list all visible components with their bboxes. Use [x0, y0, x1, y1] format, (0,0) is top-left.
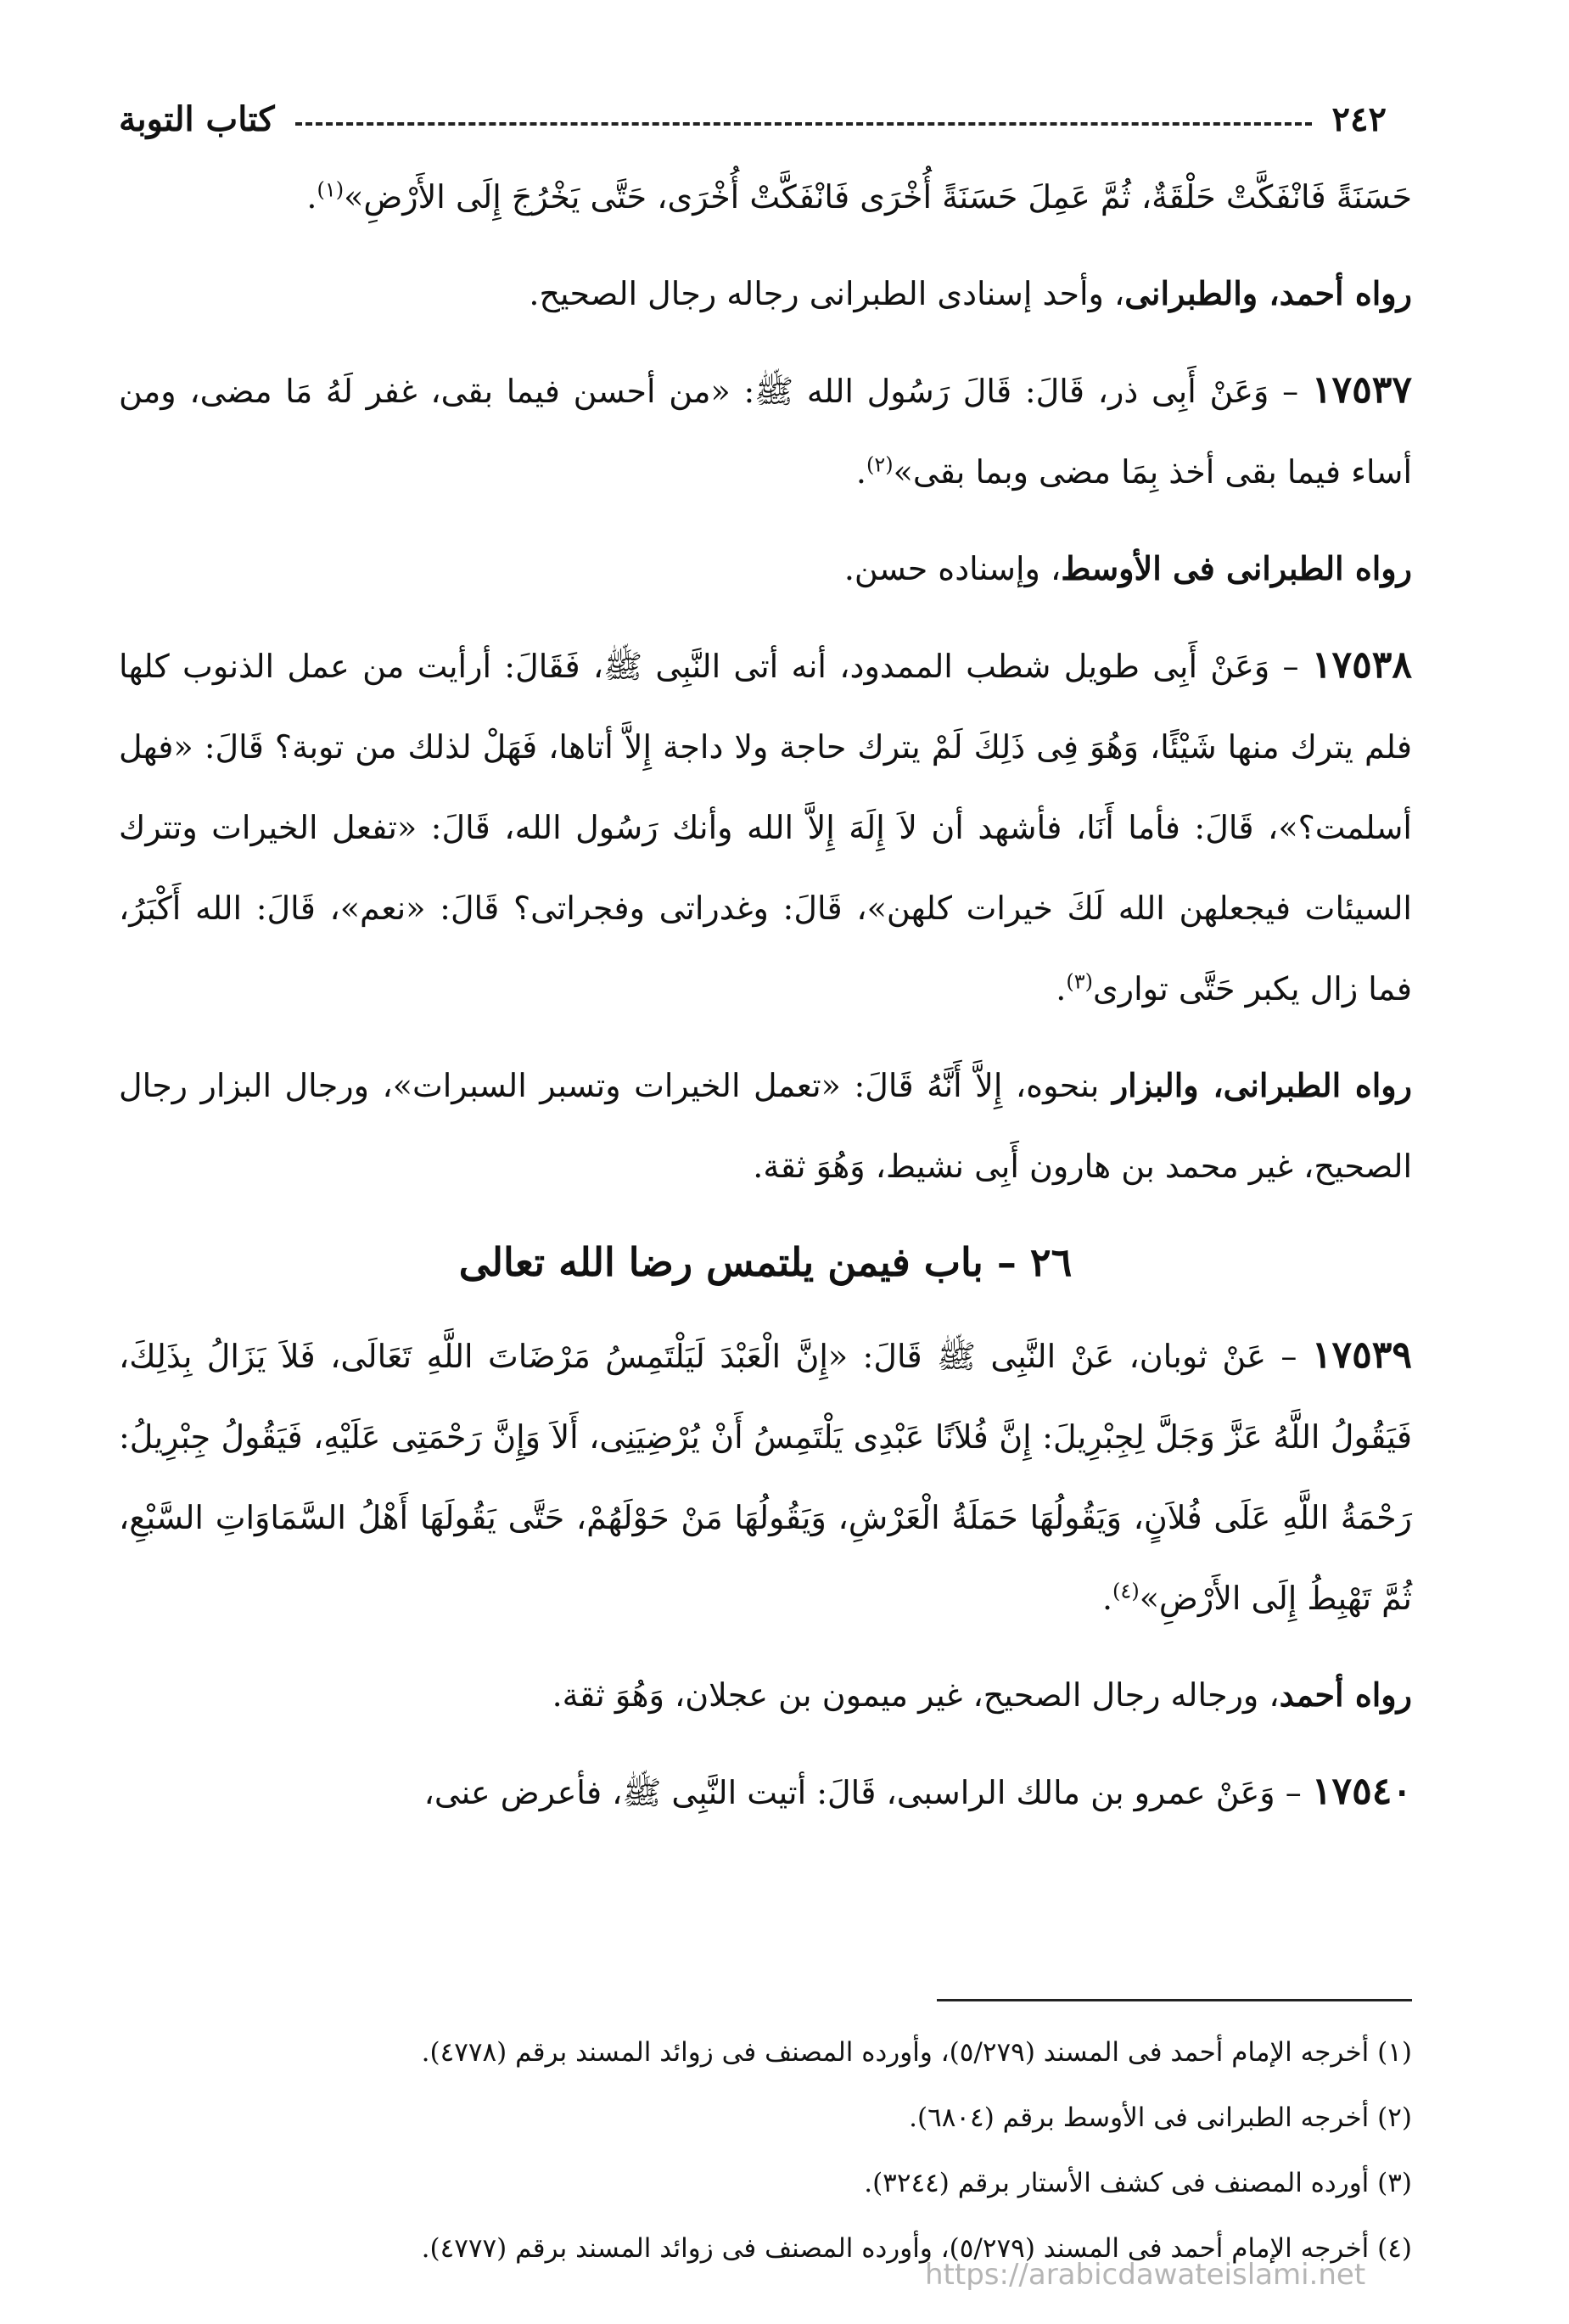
narration-note-text: ، ورجاله رجال الصحيح، غير ميمون بن عجلان، وَهُوَ ثقة.	[552, 1676, 1280, 1714]
hadith-text: – وَعَنْ أَبِى طويل شطب الممدود، أنه أتى النَّبِى ﷺ، فَقَالَ: أرأيت من عمل الذنوب كلها فلم يترك منها شَيْئًا، وَهُوَ فِى ذَلِكَ لَمْ يترك حاجة ولا داجة إِلاَّ أتاها، فَهَلْ لذلك من توبة؟ قَالَ: «فهل أسلمت؟»، قَالَ: فأما أَنَا، فأشهد أن لاَ إِلَهَ إِلاَّ الله وأنك رَسُول الله، قَالَ: «تفعل الخيرات وتترك السيئات فيجعلهن الله لَكَ خيرات كلهن»، قَالَ: وغدراتى وفجراتى؟ قَالَ: «نعم»، قَالَ: الله أَكْبَرُ، فما زال يكبر حَتَّى توارى	[119, 648, 1412, 1008]
watermark-url: https://arabicdawateislami.net	[925, 2258, 1366, 2292]
hadith-number: ١٧٥٣٧	[1311, 368, 1412, 412]
narration-note	[119, 1045, 1412, 1207]
narrator-names: رواه أحمد	[1279, 1676, 1412, 1714]
hadith-17538: ١٧٥٣٨ – وَعَنْ أَبِى طويل شطب الممدود، أنه أتى النَّبِى ﷺ، فَقَالَ: أرأيت من عمل الذنوب كلها فلم يترك منها شَيْئًا، وَهُوَ فِى ذَلِكَ لَمْ يترك حاجة ولا داجة إِلاَّ أتاها، فَهَلْ لذلك من توبة؟ قَالَ: «فهل أسلمت؟»، قَالَ: فأما أَنَا، فأشهد أن لاَ إِلَهَ إِلاَّ الله وأنك رَسُول الله، قَالَ: «تفعل الخيرات وتترك السيئات فيجعلهن الله لَكَ خيرات كلهن»، قَالَ: وغدراتى وفجراتى؟ قَالَ: «نعم»، قَالَ: الله أَكْبَرُ، فما زال يكبر حَتَّى توارى$^{(٣)}$.	[119, 643, 1412, 1008]
hadith-number: ١٧٥٣٨	[1311, 643, 1412, 687]
paragraph-text: حَسَنَةً فَانْفَكَّتْ حَلْقَةٌ، ثُمَّ عَمِلَ حَسَنَةً أُخْرَى فَانْفَكَّتْ أُخْرَى، حَتَّى يَخْرُجَ إِلَى الأَرْضِ»	[344, 178, 1412, 216]
hadith-text: – عَنْ ثوبان، عَنْ النَّبِى ﷺ قَالَ: «إِنَّ الْعَبْدَ لَيَلْتَمِسُ مَرْضَاتَ اللَّهِ تَعَالَى، فَلاَ يَزَالُ بِذَلِكَ، فَيَقُولُ اللَّهُ عَزَّ وَجَلَّ لِجِبْرِيلَ: إِنَّ فُلاَنًا عَبْدِى يَلْتَمِسُ أَنْ يُرْضِيَنِى، أَلاَ وَإِنَّ رَحْمَتِى عَلَيْهِ، فَيَقُولُ جِبْرِيلُ: رَحْمَةُ اللَّهِ عَلَى فُلاَنٍ، وَيَقُولُهَا حَمَلَةُ الْعَرْشِ، وَيَقُولُهَا مَنْ حَوْلَهُمْ، حَتَّى يَقُولَهَا أَهْلُ السَّمَاوَاتِ السَّبْعِ، ثُمَّ تَهْبِطُ إِلَى الأَرْضِ»	[119, 1338, 1412, 1617]
hadith-text: – وَعَنْ عمرو بن مالك الراسبى، قَالَ: أتيت النَّبِى ﷺ، فأعرض عنى،	[423, 1774, 1302, 1811]
hadith-number: ١٧٥٣٩	[1311, 1333, 1412, 1377]
page-number: ٢٤٢	[1331, 98, 1387, 139]
hadith-17540	[119, 1751, 1412, 1833]
footnote-ref-1: (١)	[317, 177, 345, 202]
book-title: كتاب التوبة	[119, 98, 275, 139]
paragraph-continuation: حَسَنَةً فَانْفَكَّتْ حَلْقَةٌ، ثُمَّ عَمِلَ حَسَنَةً أُخْرَى فَانْفَكَّتْ أُخْرَى، حَتَّى يَخْرُجَ إِلَى الأَرْضِ»$^{(١)}$.	[306, 177, 1412, 216]
footnotes	[119, 2020, 1412, 2282]
narration-note-text: ، وإسناده حسن.	[843, 550, 1062, 587]
running-header	[119, 89, 1387, 149]
narrator-names: رواه الطبرانى، والبزار	[1112, 1066, 1412, 1104]
header-dashed-rule	[295, 122, 1312, 126]
footnote-ref-2: (٢)	[866, 452, 894, 477]
hadith-17539: ١٧٥٣٩ – عَنْ ثوبان، عَنْ النَّبِى ﷺ قَالَ: «إِنَّ الْعَبْدَ لَيَلْتَمِسُ مَرْضَاتَ اللَّهِ تَعَالَى، فَلاَ يَزَالُ بِذَلِكَ، فَيَقُولُ اللَّهُ عَزَّ وَجَلَّ لِجِبْرِيلَ: إِنَّ فُلاَنًا عَبْدِى يَلْتَمِسُ أَنْ يُرْضِيَنِى، أَلاَ وَإِنَّ رَحْمَتِى عَلَيْهِ، فَيَقُولُ جِبْرِيلُ: رَحْمَةُ اللَّهِ عَلَى فُلاَنٍ، وَيَقُولُهَا حَمَلَةُ الْعَرْشِ، وَيَقُولُهَا مَنْ حَوْلَهُمْ، حَتَّى يَقُولَهَا أَهْلُ السَّمَاوَاتِ السَّبْعِ، ثُمَّ تَهْبِطُ إِلَى الأَرْضِ»$^{(٤)}$.	[119, 1333, 1412, 1617]
narration-note	[119, 1654, 1412, 1736]
narration-note	[119, 528, 1412, 609]
footnote-separator	[937, 1999, 1412, 2001]
footnote-ref-3: (٣)	[1066, 969, 1093, 994]
narrator-names: رواه الطبرانى فى الأوسط	[1061, 549, 1412, 587]
footnote-1: (١) أخرجه الإمام أحمد فى المسند (٥/٢٧٩)، وأورده المصنف فى زوائد المسند برقم (٤٧٧٨).	[421, 2037, 1412, 2068]
hadith-text: – وَعَنْ أَبِى ذر، قَالَ: قَالَ رَسُول الله ﷺ: «من أحسن فيما بقى، غفر لَهُ مَا مضى، ومن أساء فيما بقى أخذ بِمَا مضى وبما بقى»	[119, 373, 1412, 491]
narration-note-text: بنحوه، إِلاَّ أَنَّهُ قَالَ: «تعمل الخيرات وتسبر السبرات»، ورجال البزار رجال الصحيح، غير محمد بن هارون أَبِى نشيط، وَهُوَ ثقة.	[119, 1067, 1412, 1185]
main-text	[119, 157, 1412, 1849]
narration-note-text: ، وأحد إسنادى الطبرانى رجاله رجال الصحيح.	[529, 275, 1125, 312]
footnote-ref-4: (٤)	[1112, 1579, 1140, 1603]
footnote-4: (٤) أخرجه الإمام أحمد فى المسند (٥/٢٧٩)، وأورده المصنف فى زوائد المسند برقم (٤٧٧٧).	[421, 2233, 1412, 2264]
footnote-3: (٣) أورده المصنف فى كشف الأستار برقم (٣٢٤٤).	[864, 2168, 1412, 2198]
narration-note	[119, 253, 1412, 334]
hadith-17537: ١٧٥٣٧ – وَعَنْ أَبِى ذر، قَالَ: قَالَ رَسُول الله ﷺ: «من أحسن فيما بقى، غفر لَهُ مَا مضى، ومن أساء فيما بقى أخذ بِمَا مضى وبما بقى»$^{(٢)}$.	[119, 368, 1412, 491]
footnote-2: (٢) أخرجه الطبرانى فى الأوسط برقم (٦٨٠٤).	[909, 2102, 1412, 2133]
narrator-names: رواه أحمد، والطبرانى	[1124, 274, 1412, 312]
hadith-number: ١٧٥٤٠	[1311, 1770, 1412, 1813]
chapter-heading: ٢٦ – باب فيمن يلتمس رضا الله تعالى	[458, 1239, 1073, 1285]
